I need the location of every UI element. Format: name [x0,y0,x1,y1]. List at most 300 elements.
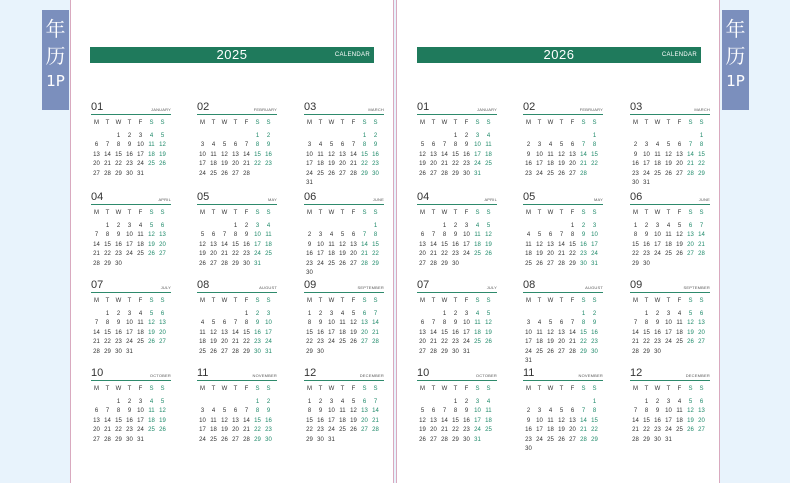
month-block-february [197,100,277,180]
day-cell: 21 [698,241,705,248]
week-row [523,133,603,142]
day-cell: 4 [200,320,205,327]
day-cell: 23 [265,161,272,168]
day-cell: 2 [266,399,271,405]
day-cell: 16 [525,161,532,168]
day-cell: 4 [486,133,491,139]
empty-day-cell [674,261,685,270]
month-number: 08 [523,279,536,291]
day-cell: 15 [361,151,368,158]
day-cell: 7 [105,142,110,149]
day-cell: 12 [199,241,206,248]
day-cell: 5 [200,232,205,239]
week-row [91,261,171,270]
day-cell: 25 [339,427,346,434]
day-cell: 27 [350,260,357,267]
day-cell: 1 [699,133,704,139]
day-cell: 15 [591,151,598,158]
empty-day-cell [124,261,135,270]
day-cell: 8 [699,142,704,149]
week-row [630,320,710,329]
week-row [417,408,497,417]
day-cell: 6 [420,320,425,327]
month-number: 08 [197,279,210,291]
day-cell: 18 [547,161,554,168]
month-block-september [304,278,384,358]
day-cell: 23 [317,427,324,434]
month-number: 07 [417,279,430,291]
day-cell: 31 [474,170,481,177]
day-cell: 3 [464,223,469,229]
day-cell: 22 [104,251,111,258]
day-cell: 2 [453,223,458,229]
weekday-label: M [633,210,638,216]
day-cell: 21 [372,417,379,424]
day-cell: 6 [362,399,367,405]
day-cell: 6 [559,320,564,327]
empty-day-cell [534,399,545,408]
day-cell: 5 [222,142,227,149]
day-cell: 18 [485,417,492,424]
day-cell: 25 [474,339,481,346]
weekday-header [91,209,171,217]
weekday-label: T [233,386,238,392]
day-cell: 18 [474,329,481,336]
day-cell: 26 [221,436,228,443]
day-cell: 10 [474,142,481,149]
day-cell: 15 [254,151,261,158]
day-cell: 3 [592,223,597,229]
day-cell: 29 [632,260,639,267]
empty-day-cell [545,446,556,455]
day-cell: 23 [525,170,532,177]
day-cell: 13 [159,232,166,239]
weekday-label: T [559,386,564,392]
day-cell: 30 [525,445,532,452]
week-row [630,437,710,446]
day-cell: 27 [698,339,705,346]
day-cell: 18 [547,427,554,434]
weekday-label: M [420,298,425,304]
week-row [630,418,710,427]
day-cell: 3 [329,399,334,405]
day-cell: 9 [127,408,132,415]
day-cell: 26 [339,260,346,267]
weekday-label: T [666,210,671,216]
day-cell: 2 [655,311,660,317]
empty-day-cell [534,446,545,455]
weekday-label: S [581,298,586,304]
day-cell: 8 [633,232,638,239]
month-name: MARCH [694,107,710,112]
empty-day-cell [523,399,534,408]
week-row [304,171,384,180]
week-row [91,161,171,170]
empty-day-cell [523,311,534,320]
day-cell: 5 [222,408,227,415]
weekday-label: S [486,298,491,304]
calendar-label: CALENDAR [334,52,370,58]
empty-day-cell [545,311,556,320]
day-cell: 14 [93,329,100,336]
empty-day-cell [91,399,102,408]
day-cell: 13 [547,241,554,248]
day-cell: 27 [93,170,100,177]
weekday-label: S [486,386,491,392]
day-cell: 5 [420,408,425,415]
day-grid [197,311,277,358]
month-number: 06 [630,191,643,203]
weekday-label: S [149,298,154,304]
empty-day-cell [417,399,428,408]
day-cell: 29 [361,170,368,177]
day-cell: 30 [654,436,661,443]
day-cell: 16 [643,241,650,248]
empty-day-cell [534,311,545,320]
day-cell: 25 [148,161,155,168]
week-row [630,427,710,436]
day-cell: 14 [430,241,437,248]
week-row [304,161,384,170]
day-cell: 28 [580,436,587,443]
day-cell: 15 [243,329,250,336]
day-cell: 4 [526,232,531,239]
day-cell: 5 [677,223,682,229]
day-cell: 7 [559,232,564,239]
day-cell: 12 [547,329,554,336]
day-cell: 13 [159,320,166,327]
weekday-label: M [633,120,638,126]
empty-day-cell [197,133,208,142]
week-row [630,251,710,260]
day-cell: 5 [548,320,553,327]
day-cell: 13 [430,151,437,158]
day-cell: 25 [474,251,481,258]
day-cell: 1 [255,399,260,405]
day-cell: 17 [474,417,481,424]
day-cell: 1 [442,311,447,317]
weekday-header [523,297,603,305]
empty-day-cell [523,133,534,142]
month-number: 04 [417,191,430,203]
weekday-label: W [328,120,335,126]
weekday-label: M [200,386,205,392]
weekday-label: T [453,386,458,392]
day-cell: 5 [666,142,671,149]
day-cell: 10 [643,151,650,158]
empty-day-cell [439,399,450,408]
day-cell: 12 [350,408,357,415]
day-cell: 7 [581,142,586,149]
day-cell: 25 [676,339,683,346]
day-cell: 10 [474,408,481,415]
day-cell: 6 [160,223,165,229]
weekday-header [417,119,497,127]
day-cell: 25 [148,427,155,434]
day-cell: 14 [430,329,437,336]
day-cell: 3 [526,320,531,327]
day-cell: 20 [569,161,576,168]
day-cell: 12 [159,408,166,415]
day-cell: 24 [137,161,144,168]
day-cell: 23 [632,170,639,177]
day-cell: 21 [441,427,448,434]
empty-day-cell [545,223,556,232]
day-cell: 9 [127,142,132,149]
day-cell: 11 [317,151,324,158]
day-grid [417,399,497,446]
weekday-label: W [221,120,228,126]
day-cell: 23 [115,339,122,346]
day-cell: 8 [453,142,458,149]
day-cell: 26 [221,170,228,177]
empty-day-cell [208,223,219,232]
empty-day-cell [417,133,428,142]
day-cell: 7 [633,320,638,327]
day-cell: 22 [452,161,459,168]
day-grid [304,223,384,279]
empty-day-cell [652,261,663,270]
day-cell: 9 [655,320,660,327]
day-cell: 28 [569,348,576,355]
month-header [523,366,603,381]
day-cell: 31 [665,436,672,443]
weekday-label: M [526,210,531,216]
weekday-label: W [547,210,554,216]
empty-day-cell [263,261,274,270]
day-cell: 30 [643,260,650,267]
week-row [91,349,171,358]
day-cell: 19 [536,251,543,258]
day-cell: 7 [570,320,575,327]
month-name: NOVEMBER [578,373,603,378]
empty-day-cell [146,261,157,270]
day-cell: 30 [452,348,459,355]
day-cell: 29 [115,170,122,177]
day-cell: 28 [104,170,111,177]
day-cell: 3 [127,311,132,317]
day-cell: 27 [430,436,437,443]
day-cell: 2 [116,311,121,317]
day-cell: 29 [232,260,239,267]
day-cell: 25 [536,348,543,355]
week-row [523,339,603,348]
empty-day-cell [348,437,359,446]
weekday-label: T [431,120,436,126]
empty-day-cell [534,133,545,142]
weekday-label: S [266,298,271,304]
month-header [197,100,277,115]
day-cell: 18 [210,161,217,168]
day-cell: 26 [687,427,694,434]
empty-day-cell [219,311,230,320]
week-row [417,330,497,339]
weekday-label: T [559,120,564,126]
day-cell: 21 [243,161,250,168]
weekday-label: S [362,386,367,392]
week-row [304,427,384,436]
day-cell: 26 [665,170,672,177]
day-cell: 14 [221,241,228,248]
week-row [91,330,171,339]
day-cell: 2 [644,223,649,229]
day-cell: 23 [452,339,459,346]
empty-day-cell [685,349,696,358]
weekday-label: S [475,386,480,392]
day-cell: 3 [475,399,480,405]
day-cell: 4 [138,223,143,229]
day-cell: 22 [306,427,313,434]
day-cell: 31 [126,348,133,355]
day-cell: 17 [199,161,206,168]
day-cell: 9 [307,241,312,248]
day-cell: 2 [526,142,531,149]
day-cell: 20 [232,161,239,168]
day-cell: 6 [233,142,238,149]
day-cell: 22 [591,161,598,168]
weekday-header [630,209,710,217]
month-number: 04 [91,191,104,203]
month-block-july [417,278,497,358]
day-cell: 24 [463,251,470,258]
weekday-label: W [547,120,554,126]
weekday-label: M [420,386,425,392]
day-cell: 14 [372,320,379,327]
week-row [630,311,710,320]
empty-day-cell [674,180,685,189]
week-row [417,232,497,241]
weekday-label: S [581,386,586,392]
weekday-label: M [633,386,638,392]
weekday-label: F [677,298,682,304]
day-cell: 27 [221,348,228,355]
day-cell: 15 [632,241,639,248]
day-cell: 29 [254,436,261,443]
day-cell: 3 [138,133,143,139]
day-cell: 24 [654,251,661,258]
week-row [197,223,277,232]
empty-day-cell [483,349,494,358]
weekday-header [523,385,603,393]
weekday-label: S [592,386,597,392]
day-cell: 2 [127,133,132,139]
tag-char-year: 年 [45,17,66,41]
week-row [523,242,603,251]
day-cell: 15 [643,329,650,336]
day-cell: 8 [307,320,312,327]
weekday-label: S [688,210,693,216]
day-cell: 20 [93,427,100,434]
month-name: JULY [486,285,497,290]
month-block-june [630,190,710,270]
day-cell: 19 [148,241,155,248]
weekday-label: T [318,120,323,126]
day-cell: 15 [306,329,313,336]
week-row [91,242,171,251]
day-cell: 16 [580,241,587,248]
day-cell: 12 [485,320,492,327]
day-grid [197,223,277,270]
weekday-label: S [149,210,154,216]
empty-day-cell [685,180,696,189]
month-header [91,366,171,381]
empty-day-cell [304,133,315,142]
day-cell: 17 [536,161,543,168]
day-cell: 14 [350,151,357,158]
day-cell: 25 [654,170,661,177]
empty-day-cell [337,180,348,189]
day-cell: 17 [306,161,313,168]
day-cell: 5 [340,232,345,239]
tag-page-number: 1P [46,72,65,90]
day-cell: 2 [592,311,597,317]
week-row [523,171,603,180]
day-cell: 25 [547,170,554,177]
day-cell: 18 [148,417,155,424]
week-row [417,142,497,151]
weekday-label: S [373,210,378,216]
weekday-header [304,297,384,305]
day-cell: 1 [581,311,586,317]
day-cell: 12 [210,329,217,336]
empty-day-cell [135,349,146,358]
week-row [523,261,603,270]
day-cell: 7 [373,311,378,317]
empty-day-cell [556,133,567,142]
weekday-label: F [244,298,249,304]
day-cell: 21 [221,251,228,258]
weekday-header [417,385,497,393]
week-row [304,437,384,446]
empty-day-cell [545,133,556,142]
day-cell: 21 [93,251,100,258]
day-cell: 9 [318,408,323,415]
week-row [417,418,497,427]
day-cell: 25 [665,251,672,258]
weekday-label: T [666,298,671,304]
day-cell: 3 [318,232,323,239]
day-cell: 11 [137,232,144,239]
day-cell: 3 [475,133,480,139]
day-cell: 1 [644,399,649,405]
day-cell: 15 [441,241,448,248]
day-cell: 13 [569,151,576,158]
month-block-march [304,100,384,189]
weekday-label: S [373,386,378,392]
day-cell: 23 [591,339,598,346]
weekday-label: S [373,120,378,126]
day-cell: 12 [419,151,426,158]
weekday-label: F [351,298,356,304]
weekday-label: T [318,298,323,304]
day-cell: 27 [430,170,437,177]
month-block-november [523,366,603,455]
weekday-label: F [138,210,143,216]
week-row [417,133,497,142]
weekday-label: T [127,120,132,126]
day-cell: 18 [676,417,683,424]
week-row [630,223,710,232]
weekday-label: T [105,298,110,304]
day-cell: 30 [126,170,133,177]
day-cell: 21 [687,161,694,168]
month-header [417,278,497,293]
day-cell: 20 [558,339,565,346]
month-number: 11 [197,367,209,379]
weekday-label: S [592,120,597,126]
weekday-label: W [547,298,554,304]
weekday-label: M [94,210,99,216]
